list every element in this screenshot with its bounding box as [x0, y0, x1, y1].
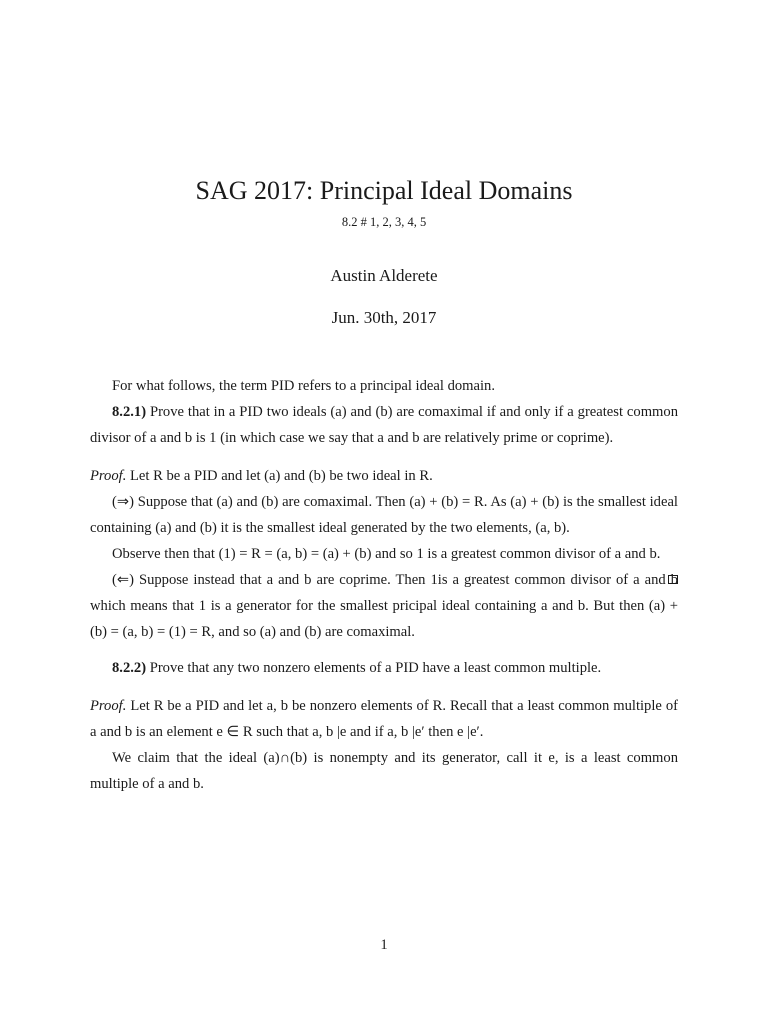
proof-text: Let R be a PID and let (a) and (b) be two ideal in R.: [126, 468, 433, 484]
proof-1-forward: (⇒) Suppose that (a) and (b) are comaximal. Then (a) + (b) = R. As (a) + (b) is the smallest ideal containing (a) and (b) it is the smallest ideal generated by the two elements, (a, b).: [90, 494, 678, 536]
problem-statement: Prove that any two nonzero elements of a PID have a least common multiple.: [146, 660, 602, 676]
problem-statement: Prove that in a PID two ideals (a) and (b) are comaximal if and only if a greatest common divisor of a and b is 1 (in which case we say that a and b are relatively prime or coprime).: [90, 404, 678, 446]
proof-2-claim: We claim that the ideal (a)∩(b) is nonempty and its generator, call it e, is a least common multiple of a and b.: [90, 750, 678, 792]
proof-text: (⇐) Suppose instead that a and b are coprime. Then 1is a greatest common divisor of a and b which means that 1 is a generator for the smallest pricipal ideal containing a and b. But then (a) + (b) = (a, b) = (1) = R, and so (a) and (b) are comaximal.: [90, 572, 678, 640]
proof-2-opening: [90, 693, 678, 745]
document-date: Jun. 30th, 2017: [331, 308, 437, 327]
proof-text: Let R be a PID and let a, b be nonzero elements of R. Recall that a least common multiple of a and b is an element e ∈ R such that a, b |e and if a, b |e′ then e |e′.: [90, 698, 678, 740]
document-title: SAG 2017: Principal Ideal Domains: [195, 176, 573, 205]
intro-paragraph: For what follows, the term PID refers to a principal ideal domain.: [112, 378, 495, 394]
document-body: [90, 373, 678, 797]
problem-number: 8.2.1): [112, 404, 147, 420]
document-author: Austin Alderete: [330, 266, 438, 285]
proof-1-observe: Observe then that (1) = R = (a, b) = (a) + (b) and so 1 is a greatest common divisor of a and b.: [112, 546, 661, 562]
document-subtitle: 8.2 # 1, 2, 3, 4, 5: [341, 215, 427, 229]
qed-box-icon: [668, 575, 678, 584]
proof-label: Proof.: [90, 698, 127, 714]
proof-1-opening: [90, 463, 678, 489]
problem-8-2-2: [90, 655, 678, 681]
proof-1-backward: [90, 567, 678, 645]
problem-number: 8.2.2): [112, 660, 147, 676]
proof-label: Proof.: [90, 468, 127, 484]
problem-8-2-1: [90, 399, 678, 451]
page-number: 1: [380, 937, 388, 953]
